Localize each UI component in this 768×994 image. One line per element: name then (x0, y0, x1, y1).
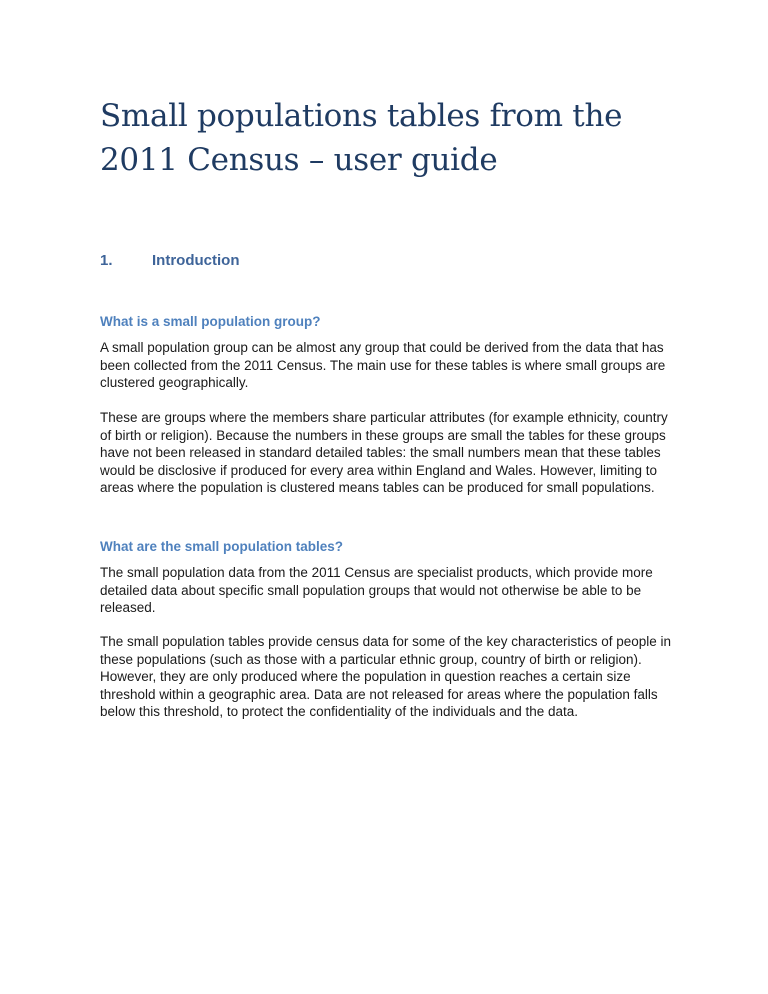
paragraph: The small population tables provide census data for some of the key characteristics of people in these populations (such as those with a particular ethnic group, country of birth or religion). However, they are only produced where the population in question reaches a certain size threshold within a geographic area. Data are not released for areas where the population falls below this threshold, to protect the confidentiality of the individuals and the data. (100, 634, 672, 719)
section-number: 1. (100, 252, 113, 269)
section-heading-introduction (100, 252, 239, 269)
paragraph: A small population group can be almost any group that could be derived from the data that has been collected from the 2011 Census. The main use for these tables is where small groups are clustered geographically. (100, 340, 666, 390)
subsection-heading-what-is-small-population-group: What is a small population group? (100, 314, 321, 329)
paragraph: The small population data from the 2011 Census are specialist products, which provide more detailed data about specific small population groups that would not otherwise be able to be released. (100, 565, 653, 615)
section-title: Introduction (152, 252, 240, 269)
subsection-heading-what-are-small-population-tables: What are the small population tables? (100, 539, 344, 554)
document-title: Small populations tables from the 2011 Census – user guide (100, 98, 623, 178)
paragraph: These are groups where the members share particular attributes (for example ethnicity, country of birth or religion). Because the numbers in these groups are small the tables for these groups have not been released in standard detailed tables: the small numbers mean that these tables would be disclosive if produced for every area within England and Wales. However, limiting to areas where the population is clustered means tables can be produced for small populations. (100, 410, 668, 495)
